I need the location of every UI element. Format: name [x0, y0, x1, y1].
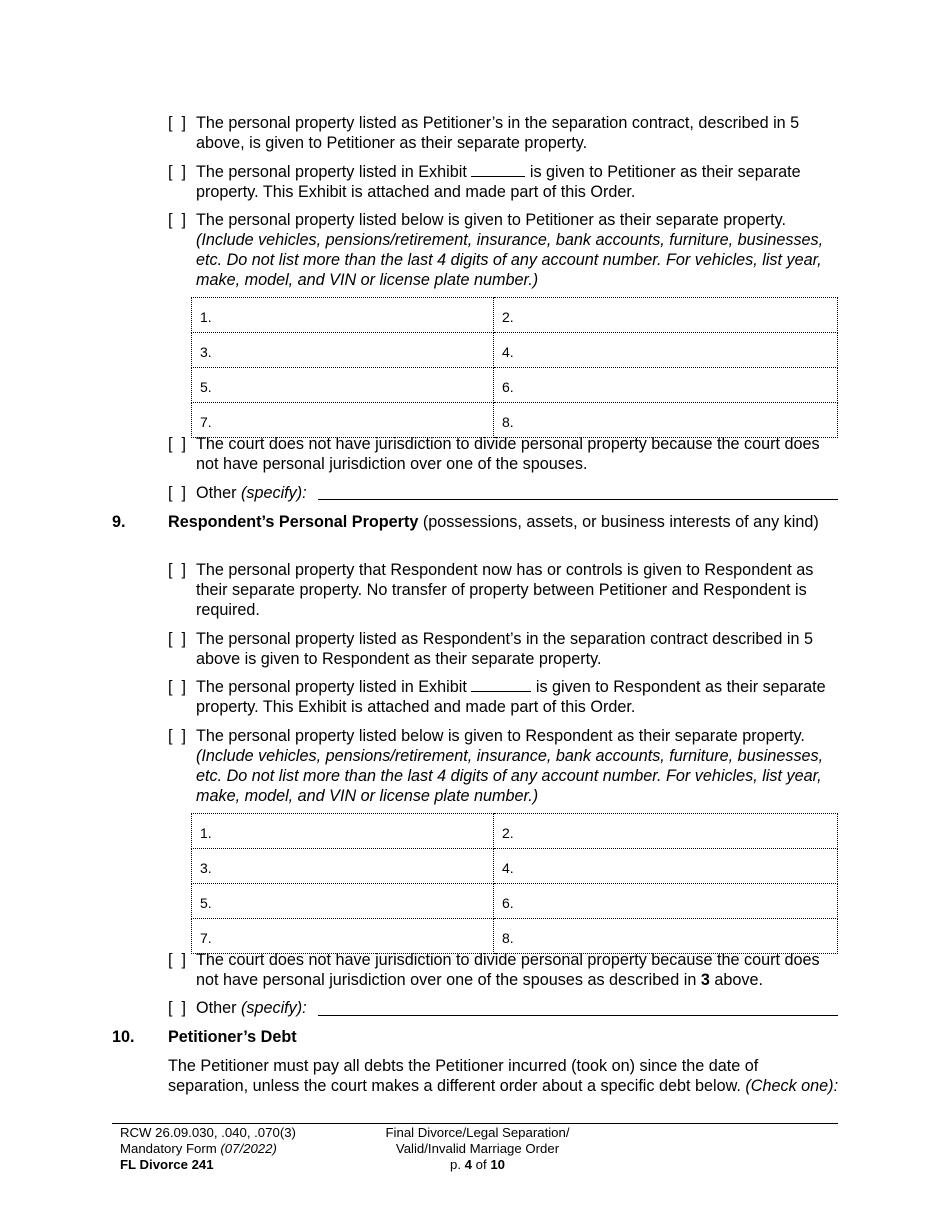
table-row: [192, 884, 838, 919]
table-cell[interactable]: 7.: [192, 403, 494, 438]
option-text: The personal property listed below is given to Petitioner as their separate property.: [196, 211, 786, 229]
option-text: The personal property listed below is given to Respondent as their separate property.: [196, 727, 805, 745]
petitioner-property-exhibit-option: [168, 162, 840, 202]
checkbox[interactable]: [ ]: [168, 114, 186, 132]
table-cell[interactable]: 3.: [192, 333, 494, 368]
option-text: The personal property that Respondent now has or controls is given to Respondent as their separate property. No transfer of property between Petitioner and Respondent is required.: [196, 561, 814, 619]
petitioner-property-table: [191, 297, 838, 438]
checkbox[interactable]: [ ]: [168, 999, 186, 1017]
section-heading: [168, 512, 840, 532]
table-cell[interactable]: 3.: [192, 849, 494, 884]
checkbox[interactable]: [ ]: [168, 727, 186, 745]
petitioner-property-jurisdiction-option: [168, 434, 840, 474]
table-row: [192, 814, 838, 849]
table-cell[interactable]: 6.: [494, 368, 838, 403]
specify-label: (specify):: [240, 999, 307, 1017]
petitioner-property-below-option: [168, 210, 840, 290]
respondent-property-exhibit-option: [168, 677, 840, 717]
table-cell[interactable]: 4.: [494, 333, 838, 368]
footer-title-line1: Final Divorce/Legal Separation/: [385, 1125, 570, 1140]
table-cell[interactable]: 2.: [494, 814, 838, 849]
table-cell[interactable]: 1.: [192, 814, 494, 849]
table-row: [192, 849, 838, 884]
footer-left: [120, 1125, 296, 1173]
option-text: The court does not have jurisdiction to divide personal property because the court does not have personal jurisdiction over one of the spouses as described in: [196, 951, 820, 989]
footer-form-id: FL Divorce 241: [120, 1157, 214, 1172]
table-cell[interactable]: 8.: [494, 403, 838, 438]
footer-mandatory: Mandatory Form (07/2022): [120, 1141, 277, 1156]
table-cell[interactable]: 8.: [494, 919, 838, 954]
table-cell[interactable]: 4.: [494, 849, 838, 884]
instruction-note: (Include vehicles, pensions/retirement, insurance, bank accounts, furniture, businesses, etc. Do not list more than the last 4 digits of any account number. For vehicles, list year, make, model, and VIN or license plate number.): [196, 231, 824, 289]
footer-divider: [112, 1123, 838, 1124]
section-heading: [168, 1027, 840, 1047]
option-text: The personal property listed in Exhibit: [196, 678, 472, 696]
checkbox[interactable]: [ ]: [168, 951, 186, 969]
respondent-property-table: [191, 813, 838, 954]
exhibit-blank[interactable]: [471, 677, 531, 692]
table-cell[interactable]: 5.: [192, 884, 494, 919]
table-cell[interactable]: 6.: [494, 884, 838, 919]
respondent-property-contract-option: [168, 629, 840, 669]
respondent-property-controls-option: [168, 560, 840, 620]
table-cell[interactable]: 2.: [494, 298, 838, 333]
table-cell[interactable]: 5.: [192, 368, 494, 403]
specify-label: (specify):: [240, 484, 307, 502]
checkbox[interactable]: [ ]: [168, 630, 186, 648]
section-body: [168, 1056, 840, 1096]
table-row: [192, 298, 838, 333]
option-text: The court does not have jurisdiction to divide personal property because the court does not have personal jurisdiction over one of the spouses.: [196, 435, 820, 473]
check-one-note: (Check one):: [745, 1077, 839, 1095]
checkbox[interactable]: [ ]: [168, 211, 186, 229]
table-row: [192, 368, 838, 403]
checkbox[interactable]: [ ]: [168, 163, 186, 181]
table-cell[interactable]: 1.: [192, 298, 494, 333]
other-label: Other: [196, 484, 241, 502]
checkbox[interactable]: [ ]: [168, 435, 186, 453]
option-text: The personal property listed as Petitioner’s in the separation contract, described in 5 above, is given to Petitioner as their separate property.: [196, 114, 800, 152]
table-row: [192, 403, 838, 438]
section-title: Respondent’s Personal Property: [168, 513, 419, 531]
footer-title-line2: Valid/Invalid Marriage Order: [395, 1141, 560, 1156]
footer-date: (07/2022): [220, 1141, 277, 1156]
section-title: Petitioner’s Debt: [168, 1028, 297, 1046]
option-text-continued: is given to Petitioner as their separate property. This Exhibit is attached and made part of this Order.: [196, 163, 801, 201]
other-specify-line[interactable]: [318, 1015, 838, 1016]
other-specify-line[interactable]: [318, 499, 838, 500]
footer-page-number: p. 4 of 10: [449, 1157, 505, 1172]
checkbox[interactable]: [ ]: [168, 484, 186, 502]
exhibit-blank[interactable]: [471, 162, 525, 177]
option-text: The personal property listed as Respondent’s in the separation contract described in 5 above is given to Respondent as their separate property.: [196, 630, 813, 668]
table-row: [192, 919, 838, 954]
other-label: Other: [196, 999, 241, 1017]
option-text: The personal property listed in Exhibit: [196, 163, 472, 181]
respondent-property-below-option: [168, 726, 840, 806]
footer-center: [360, 1125, 595, 1173]
checkbox[interactable]: [ ]: [168, 561, 186, 579]
body-text: The Petitioner must pay all debts the Petitioner incurred (took on) since the date of separation, unless the court makes a different order about a specific debt below.: [168, 1057, 759, 1095]
section-number: 9.: [112, 513, 126, 531]
respondent-property-jurisdiction-option: [168, 950, 840, 990]
option-text-continued: above.: [709, 971, 763, 989]
table-cell[interactable]: 7.: [192, 919, 494, 954]
section-number: 10.: [112, 1028, 135, 1046]
option-text-continued: is given to Respondent as their separate property. This Exhibit is attached and made part of this Order.: [196, 678, 826, 716]
table-row: [192, 333, 838, 368]
section-subtitle: (possessions, assets, or business interests of any kind): [418, 513, 819, 531]
instruction-note: (Include vehicles, pensions/retirement, insurance, bank accounts, furniture, businesses, etc. Do not list more than the last 4 digits of any account number. For vehicles, list year, make, model, and VIN or license plate number.): [196, 747, 824, 805]
petitioner-property-contract-option: [168, 113, 840, 153]
checkbox[interactable]: [ ]: [168, 678, 186, 696]
footer-rcw: RCW 26.09.030, .040, .070(3): [120, 1125, 296, 1140]
section-reference: 3: [700, 971, 710, 989]
petitioner-property-other-option: [168, 483, 840, 503]
